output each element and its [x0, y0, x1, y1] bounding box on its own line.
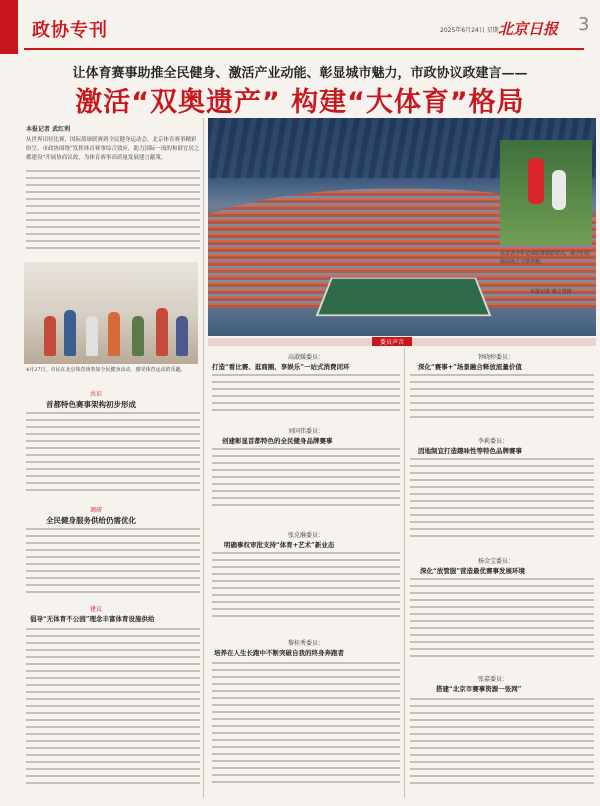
fitness-event-photo: [24, 262, 198, 364]
headline-kicker: 让体育赛事助推全民健身、激活产业动能、彰显城市魅力，市政协议政建言——: [72, 66, 528, 81]
section-label-consensus: 共识: [90, 391, 103, 398]
article-byline: 本报记者 武红利: [26, 126, 71, 133]
section-head-suggestion: 倡导“无体育不公园”理念丰富体育设施供给: [30, 615, 155, 623]
column-title-2: 创建彰显首都特色的全民健身品牌赛事: [222, 437, 333, 445]
column-body-6: [410, 458, 594, 550]
members-voice-label: 委员声音: [372, 337, 412, 346]
page-header: [0, 0, 600, 54]
section-label-research: 调研: [90, 507, 103, 514]
header-rule: [24, 48, 584, 50]
section-name: 政协专刊: [32, 20, 108, 41]
intro-paragraph: 从世界田径比赛、国际篮球联赛到全民健身运动会，北京体育赛事精彩纷呈。市政协围绕“发挥体育赛事综合效应，助力国际一流的和谐宜居之都建设”开展协商议政，为体育赛事高质量发展建言献策。: [26, 137, 200, 161]
column-body-8: [410, 698, 594, 798]
column-title-7: 深化“放管服”营造最优赛事发展环境: [420, 567, 525, 575]
kids-photo-caption: 4月27日，市民在北京体育场参加全民健身活动，感受体育运动的乐趣。: [26, 367, 186, 373]
member-name-4: 黎桂秀委员：: [288, 640, 325, 647]
column-title-1: 打造“看比赛、逛商圈、享娱乐”一站式消费闭环: [212, 363, 350, 371]
youth-soccer-photo: [500, 140, 592, 245]
column-title-4: 培养在人生长跑中不断突破自我的终身奔跑者: [214, 649, 344, 657]
member-name-1: 高淑媛委员：: [288, 354, 325, 361]
column-body-3: [212, 552, 400, 628]
column-body-4: [212, 662, 400, 798]
column-title-8: 搭建“北京市赛事资源一张网”: [436, 685, 522, 693]
member-name-5: 钟晓婷委员：: [478, 354, 515, 361]
consensus-body-text: [26, 412, 200, 500]
column-divider-2: [404, 348, 405, 798]
section-label-suggestion: 建议: [90, 606, 103, 613]
member-name-8: 张嘉委员：: [478, 676, 509, 683]
member-name-7: 杨金宝委员：: [478, 558, 515, 565]
section-head-research: 全民健身服务供给仍需优化: [46, 516, 136, 525]
column-title-5: 深化“赛事+”场景融合释放流量价值: [418, 363, 522, 371]
column-body-2: [212, 448, 400, 520]
column-body-7: [410, 578, 594, 670]
soccer-photo-caption: 北京青少年足球联赛精彩对决，孩子们在绿茵场上尽情奔跑。: [500, 251, 591, 265]
masthead-logo: 北京日报: [498, 20, 559, 38]
column-body-5: [410, 374, 594, 430]
issue-date: 2025年6月24日 星期二: [440, 27, 505, 34]
suggestion-body-text: [26, 628, 200, 798]
research-body-text: [26, 528, 200, 598]
column-title-3: 明确事权审批支持“体育+艺术”新业态: [224, 541, 335, 549]
header-red-block: [0, 0, 18, 54]
column-title-6: 因地制宜打造趣味性等特色品牌赛事: [418, 447, 522, 455]
column-divider: [203, 118, 204, 798]
section-head-consensus: 首都特色赛事架构初步形成: [46, 400, 136, 409]
column-body-1: [212, 374, 400, 418]
member-name-2: 刘国伟委员：: [288, 428, 325, 435]
page-number: 3: [578, 14, 590, 35]
soccer-photo-credit: 本报记者 潘之望摄: [530, 289, 572, 295]
member-name-6: 李莉委员：: [478, 438, 509, 445]
member-name-3: 张克瀚委员：: [288, 532, 325, 539]
intro-body-text: [26, 170, 200, 258]
main-headline: 激活“双奥遗产” 构建“大体育”格局: [75, 87, 525, 118]
